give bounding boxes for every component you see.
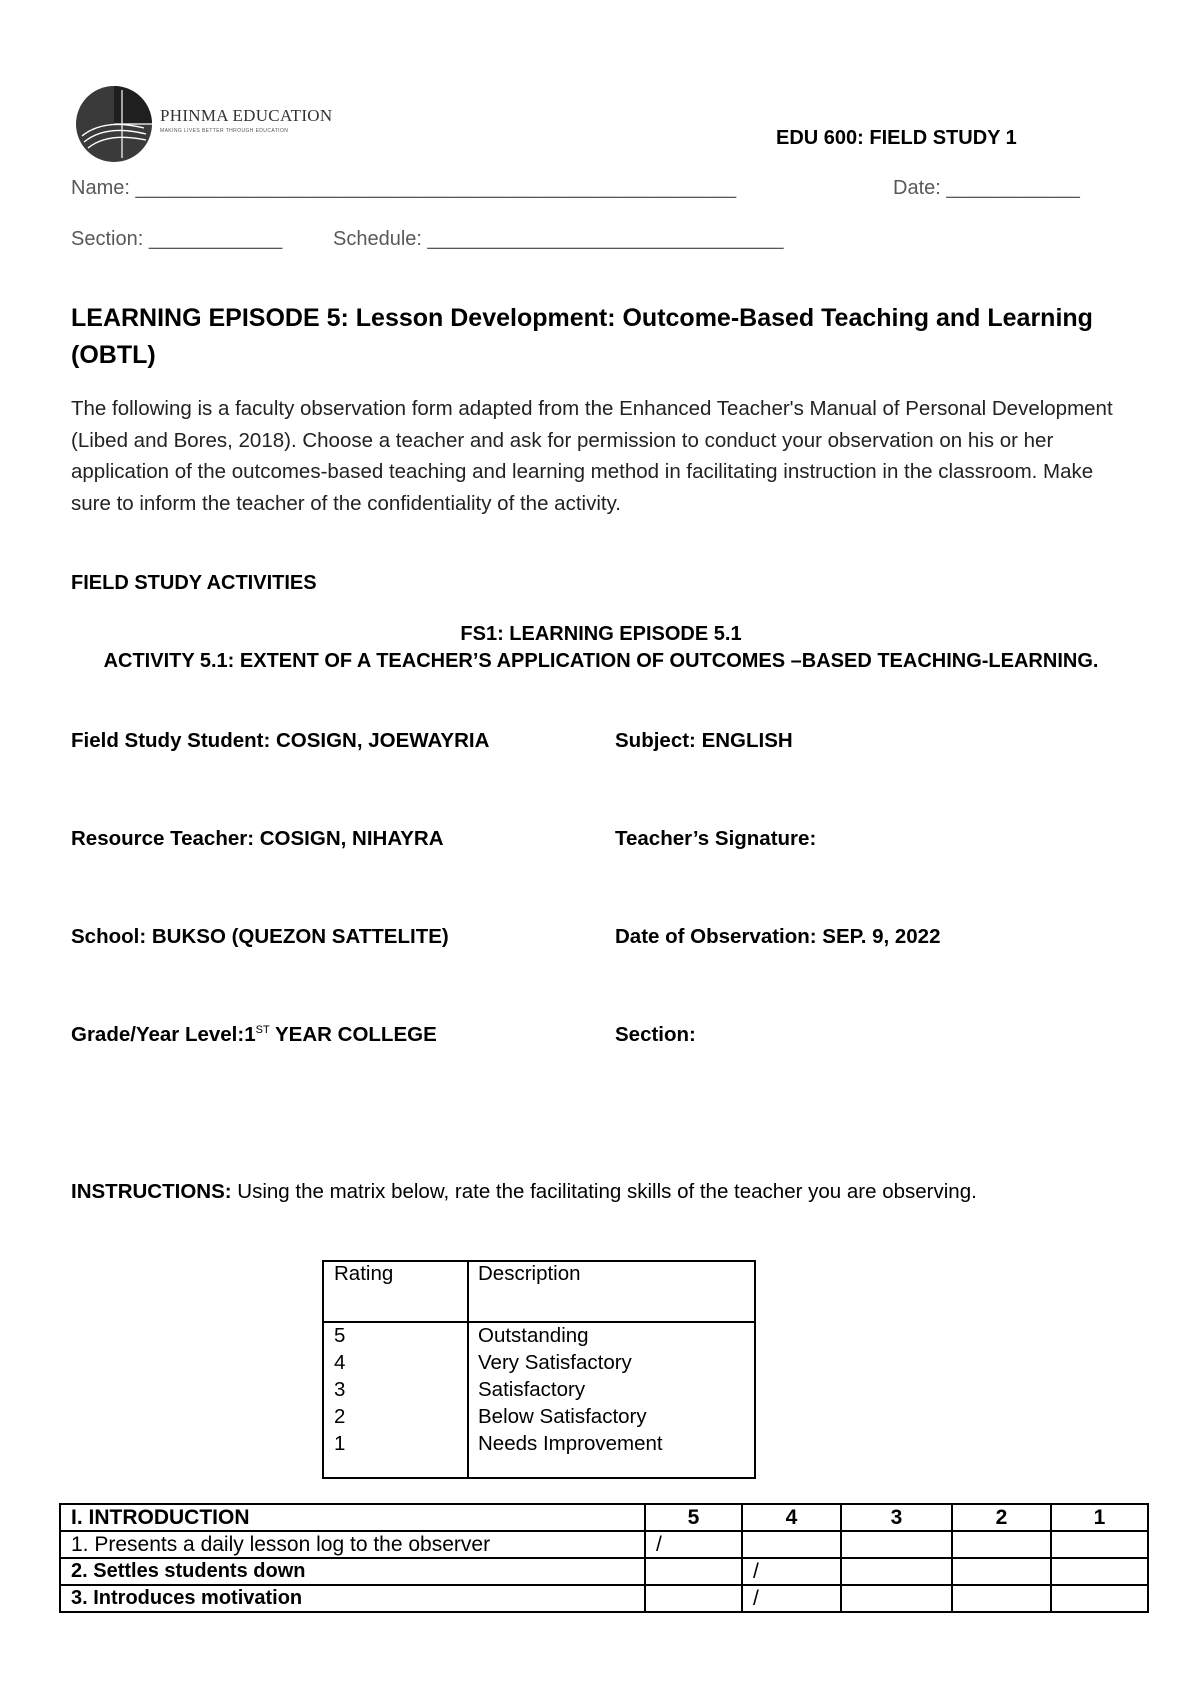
- activity-episode-line: FS1: LEARNING EPISODE 5.1: [460, 623, 742, 645]
- section-field[interactable]: Section: ____________: [71, 228, 283, 250]
- name-field[interactable]: Name: ______________________________________________________: [71, 177, 737, 199]
- item-label: 1. Presents a daily lesson log to the observer: [60, 1531, 645, 1558]
- rating-cell[interactable]: [841, 1531, 952, 1558]
- resource-teacher: Resource Teacher: COSIGN, NIHAYRA: [71, 827, 444, 850]
- episode-title: LEARNING EPISODE 5: Lesson Development: Outcome-Based Teaching and Learning (OBTL): [71, 304, 1093, 369]
- rating-scale-table: [322, 1260, 756, 1479]
- table-row: [60, 1585, 1148, 1612]
- table-header-row: [60, 1504, 1148, 1531]
- phinma-logo: [74, 84, 334, 164]
- item-label: 3. Introduces motivation: [60, 1585, 645, 1612]
- date-of-observation: Date of Observation: SEP. 9, 2022: [615, 925, 941, 948]
- rating-cell[interactable]: [1051, 1531, 1148, 1558]
- rating-cell[interactable]: /: [742, 1585, 841, 1612]
- instructions: [71, 1178, 1051, 1205]
- schedule-field[interactable]: Schedule: ________________________________: [333, 228, 784, 250]
- item-label: 2. Settles students down: [60, 1558, 645, 1585]
- logo-tagline: MAKING LIVES BETTER THROUGH EDUCATION: [160, 128, 289, 134]
- rating-header: Rating: [334, 1262, 394, 1285]
- scale-3-header: 3: [841, 1504, 952, 1531]
- school: School: BUKSO (QUEZON SATTELITE): [71, 925, 449, 948]
- logo-emblem-icon: [74, 84, 154, 164]
- scale-2-header: 2: [952, 1504, 1051, 1531]
- subject: Subject: ENGLISH: [615, 729, 793, 752]
- scale-4-header: 4: [742, 1504, 841, 1531]
- instructions-label: INSTRUCTIONS:: [71, 1180, 232, 1203]
- episode-intro: The following is a faculty observation form adapted from the Enhanced Teacher's Manual of Personal Development (Libed and Bores, 2018). Choose a teacher and ask for permission to conduct your observation on his or her application of the outcomes-based teaching and learning method in facilitating instruction in the classroom. Make sure to inform the teacher of the confidentiality of the activity.: [71, 397, 1113, 515]
- rating-cell[interactable]: [645, 1558, 742, 1585]
- grade-year-level: Grade/Year Level:1ST YEAR COLLEGE: [71, 1023, 437, 1046]
- rating-values: 5 4 3 2 1: [334, 1324, 346, 1455]
- evaluation-table: [59, 1503, 1149, 1613]
- rating-cell[interactable]: /: [645, 1531, 742, 1558]
- table-row: [60, 1558, 1148, 1585]
- teacher-signature: Teacher’s Signature:: [615, 827, 817, 850]
- scale-1-header: 1: [1051, 1504, 1148, 1531]
- rating-cell[interactable]: [1051, 1558, 1148, 1585]
- rating-cell[interactable]: [841, 1558, 952, 1585]
- course-title: EDU 600: FIELD STUDY 1: [776, 127, 1017, 149]
- table-row: [60, 1531, 1148, 1558]
- activities-heading: FIELD STUDY ACTIVITIES: [71, 572, 317, 594]
- rating-cell[interactable]: [1051, 1585, 1148, 1612]
- description-header: Description: [478, 1262, 581, 1285]
- logo-wordmark: PHINMA EDUCATION: [160, 106, 333, 125]
- section-title-cell: I. INTRODUCTION: [60, 1504, 645, 1531]
- rating-cell[interactable]: /: [742, 1558, 841, 1585]
- rating-cell[interactable]: [952, 1558, 1051, 1585]
- rating-cell[interactable]: [742, 1531, 841, 1558]
- activity-heading: [71, 621, 1131, 675]
- rating-cell[interactable]: [952, 1531, 1051, 1558]
- scale-5-header: 5: [645, 1504, 742, 1531]
- rating-descriptions: Outstanding Very Satisfactory Satisfactory Below Satisfactory Needs Improvement: [478, 1324, 663, 1455]
- class-section: Section:: [615, 1023, 696, 1046]
- activity-title-line: ACTIVITY 5.1: EXTENT OF A TEACHER’S APPLICATION OF OUTCOMES –BASED TEACHING-LEARNING.: [103, 650, 1099, 672]
- date-field[interactable]: Date: ____________: [893, 177, 1080, 199]
- rating-cell[interactable]: [645, 1585, 742, 1612]
- field-study-student: Field Study Student: COSIGN, JOEWAYRIA: [71, 729, 490, 752]
- rating-cell[interactable]: [841, 1585, 952, 1612]
- instructions-text: Using the matrix below, rate the facilitating skills of the teacher you are observing.: [231, 1180, 977, 1203]
- rating-cell[interactable]: [952, 1585, 1051, 1612]
